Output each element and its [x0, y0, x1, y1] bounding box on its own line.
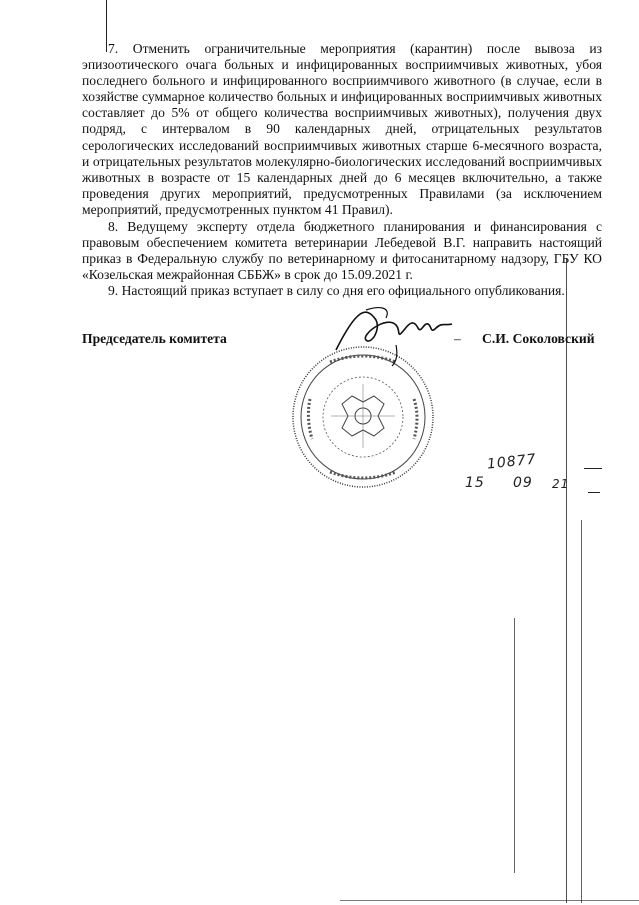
paragraph-8: 8. Ведущему эксперту отдела бюджетного планирования и финансирования с правовым обеспечением комитета ветеринарии Лебедевой В.Г. направить настоящий приказ в Федеральную службу по ветеринарному и фитосанитарному надзору, ГБУ КО «Козельская межрайонная СББЖ» в срок до 15.09.2021 г.: [82, 219, 602, 283]
handwritten-registration-number: 10877: [486, 451, 538, 473]
signer-name: С.И. Соколовский: [482, 331, 595, 346]
paragraph-9: 9. Настоящий приказ вступает в силу со дня его официального опубликования.: [108, 283, 565, 298]
paragraph-9-block: [82, 283, 602, 299]
handwritten-date-year: 21: [552, 477, 570, 491]
scan-line-bottom: [340, 900, 639, 901]
handwritten-date-day: 15: [465, 475, 485, 491]
signer-title: Председатель комитета: [82, 331, 227, 346]
paragraph-7: 7. Отменить ограничительные мероприятия (карантин) после вывоза из эпизоотического очага больных и инфицированных восприимчивых животных, убоя последнего больного и инфицированного восприимчивого животного (в случае, если в хозяйстве суммарное количество больных и инфицированных восприимчивых животных составляет до 5% от общего количества восприимчивых животных), получения двух подряд, с интервалом в 90 календарных дней, отрицательных результатов серологических исследований восприимчивых животных старше 6-месячного возраста, и отрицательных результатов молекулярно-биологических исследований восприимчивых животных в возрасте от 15 календарных дней до 6 месяцев включительно, а также проведения других мероприятий, предусмотренных Правилами (за исключением мероприятий, предусмотренных пунктом 41 Правил).: [82, 41, 602, 217]
scan-mark-1: [584, 468, 602, 469]
scan-mark-2: [588, 492, 600, 493]
paragraph-7-block: [82, 41, 602, 218]
scan-line-right-1: [566, 258, 567, 903]
paragraph-8-block: [82, 219, 602, 283]
signer-dash: –: [454, 331, 461, 346]
handwritten-date-month: 09: [513, 475, 533, 491]
scan-line-right-3: [581, 520, 582, 903]
handwritten-signature: [326, 300, 466, 370]
scan-line-right-2: [514, 618, 515, 873]
